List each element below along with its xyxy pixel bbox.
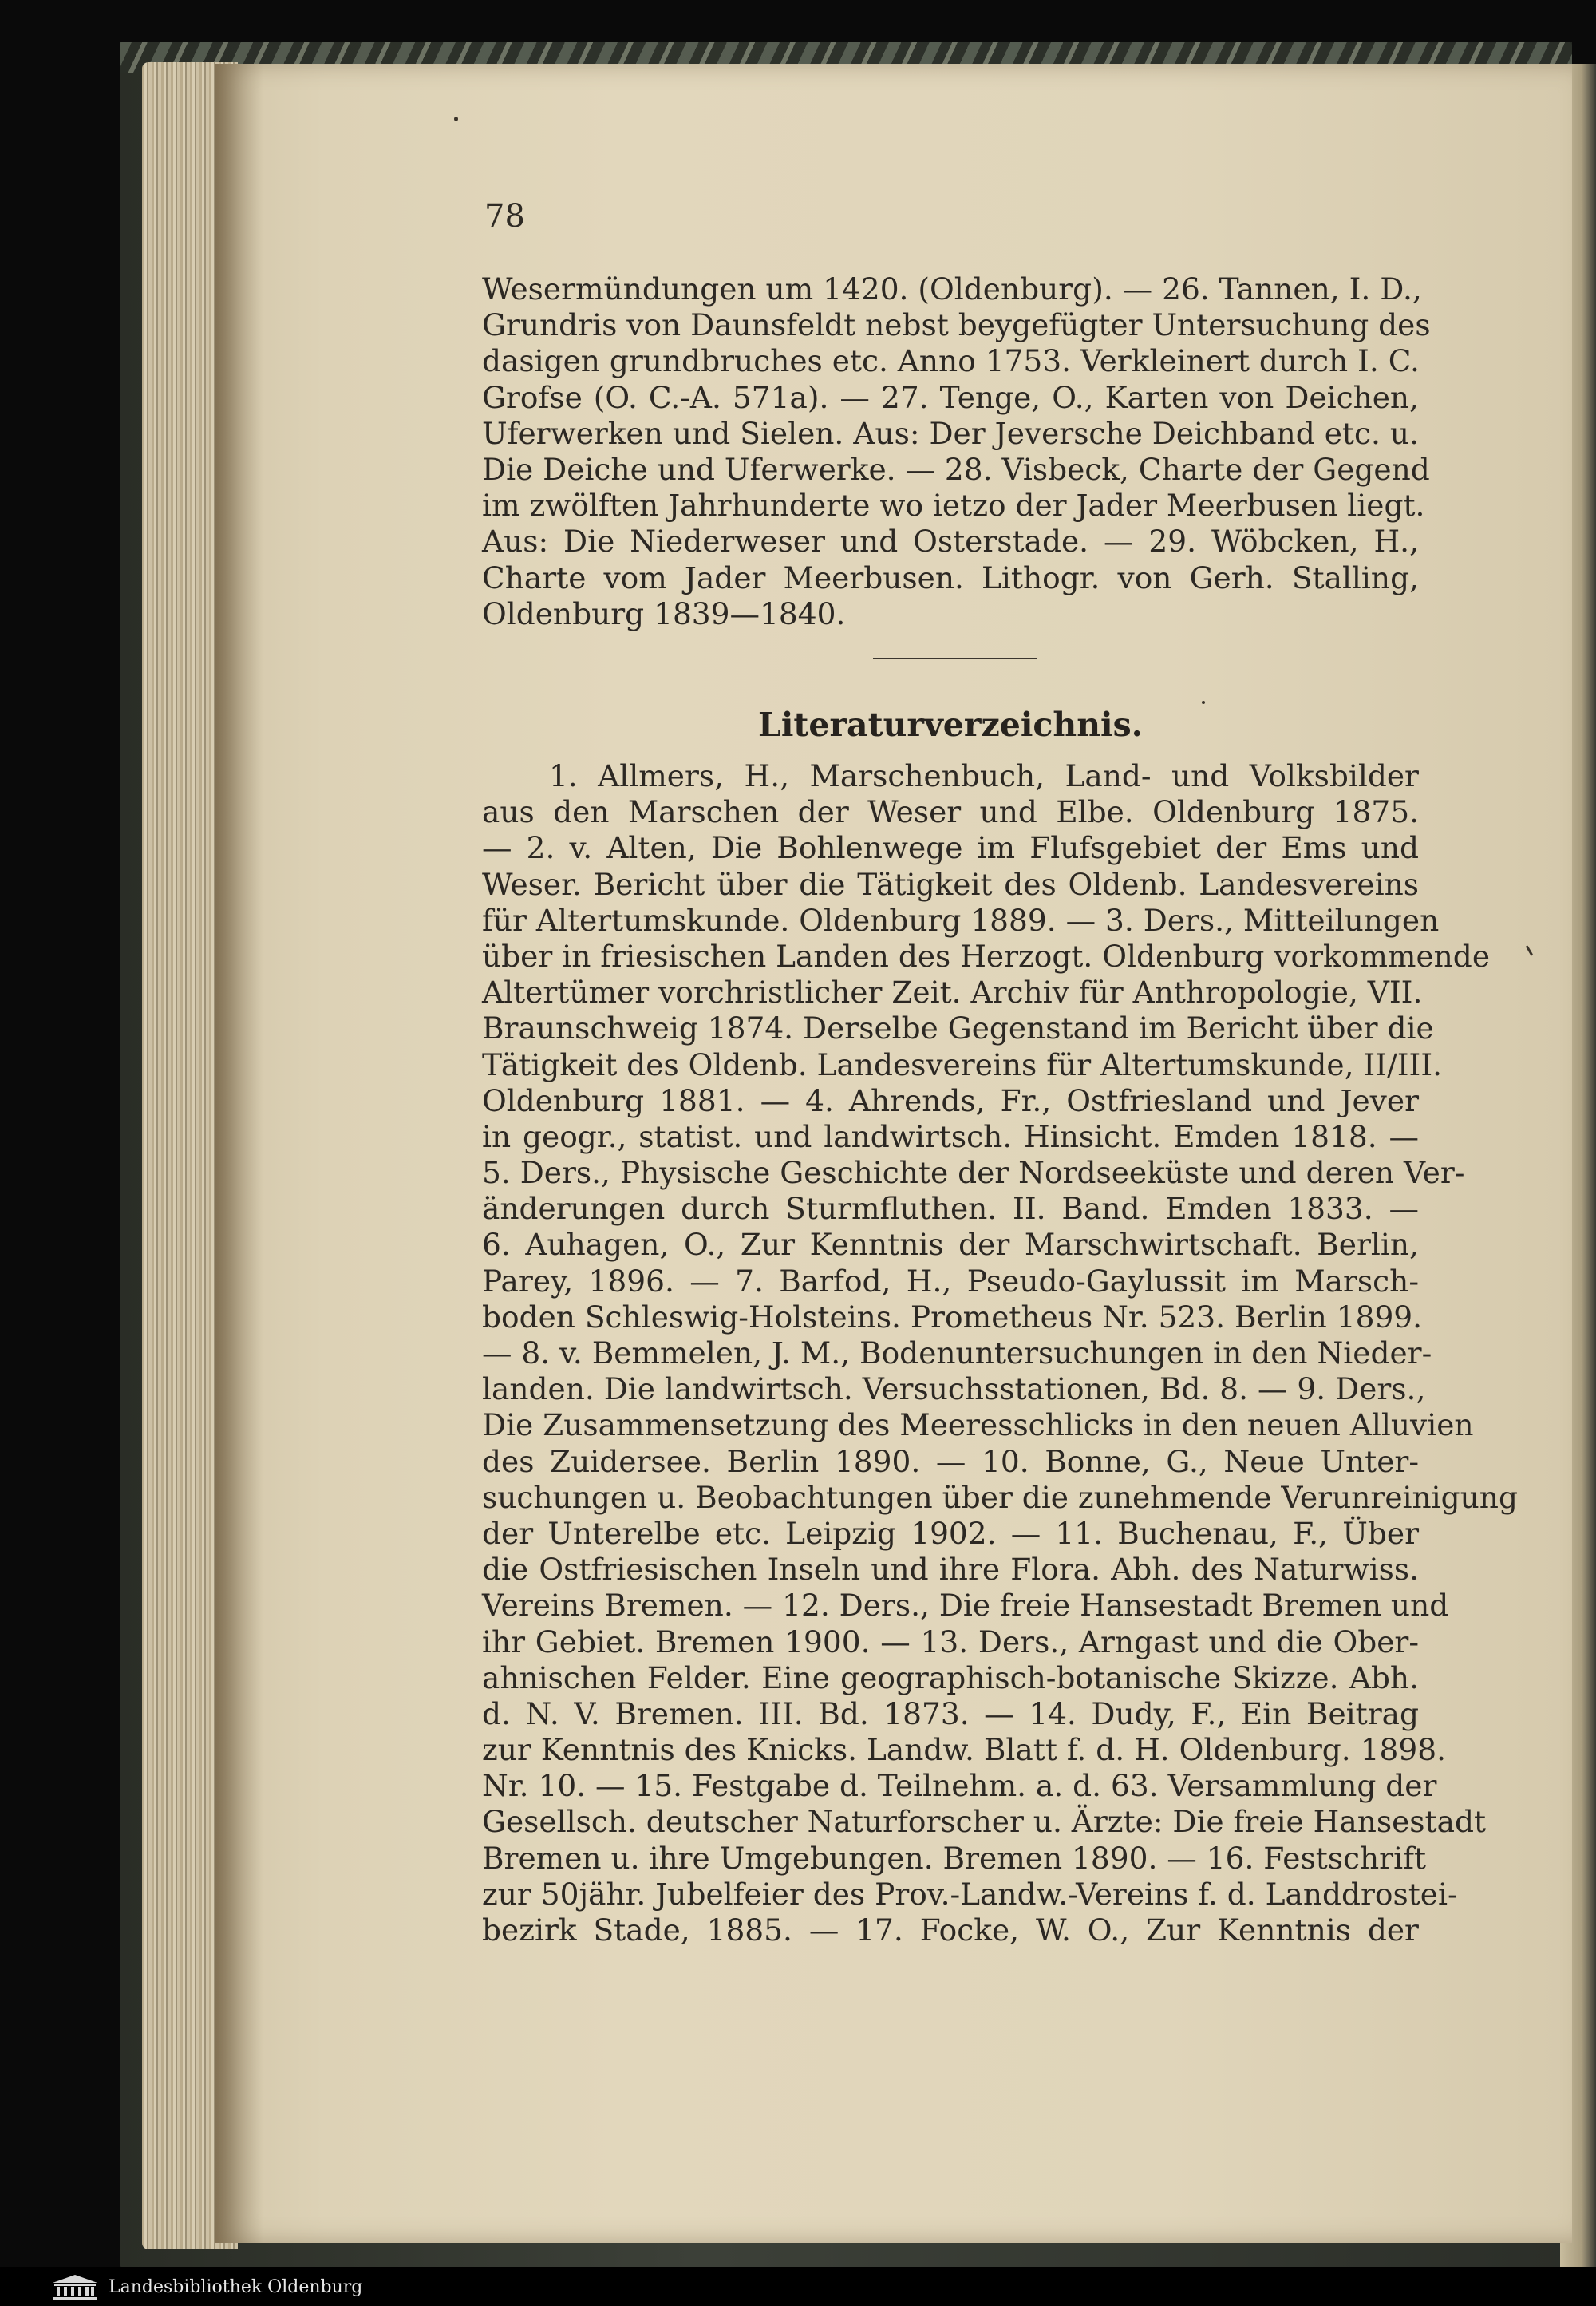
text-line: Vereins Bremen. — 12. Ders., Die freie Hansestadt Bremen und — [482, 1588, 1449, 1624]
text-line: Die Deiche und Uferwerke. — 28. Visbeck, Charte der Gegend — [482, 451, 1430, 487]
text-line: 1. Allmers, H., Marschenbuch, Land- und Volksbilder — [549, 758, 1419, 793]
text-line: Oldenburg 1881. — 4. Ahrends, Fr., Ostfriesland und Jever — [482, 1082, 1419, 1118]
text-line: Aus: Die Niederweser und Osterstade. — 29. Wöbcken, H., — [482, 524, 1419, 560]
text-line: Weser. Bericht über die Tätigkeit des Oldenb. Landesvereins — [482, 866, 1419, 902]
text-line: Grundris von Daunsfeldt nebst beygefügter Untersuchung des — [482, 307, 1431, 343]
text-line: boden Schleswig-Holsteins. Prometheus Nr. 523. Berlin 1899. — [482, 1299, 1423, 1335]
text-line: dasigen grundbruches etc. Anno 1753. Verkleinert durch I. C. — [482, 343, 1420, 379]
paper-speck — [454, 117, 458, 121]
text-line: der Unterelbe etc. Leipzig 1902. — 11. Buchenau, F., Über — [482, 1515, 1419, 1551]
text-line: Charte vom Jader Meerbusen. Lithogr. von Gerh. Stalling, — [482, 560, 1419, 595]
text-line: Gesellsch. deutscher Naturforscher u. Ärzte: Die freie Hansestadt — [482, 1804, 1487, 1840]
continuation-paragraph — [482, 271, 1431, 632]
text-line: Parey, 1896. — 7. Barfod, H., Pseudo-Gaylussit im Marsch- — [482, 1263, 1419, 1299]
library-credit: Landesbibliothek Oldenburg — [109, 2277, 363, 2297]
text-line: ahnischen Felder. Eine geographisch-botanische Skizze. Abh. — [482, 1659, 1419, 1695]
text-line: Bremen u. ihre Umgebungen. Bremen 1890. — 16. Festschrift — [482, 1840, 1427, 1876]
text-line: des Zuidersee. Berlin 1890. — 10. Bonne, G., Neue Unter- — [482, 1443, 1419, 1479]
text-line: suchungen u. Beobachtungen über die zunehmende Verunreinigung — [482, 1479, 1518, 1515]
text-line: Grofse (O. C.-A. 571a). — 27. Tenge, O., Karten von Deichen, — [482, 379, 1419, 415]
text-line: bezirk Stade, 1885. — 17. Focke, W. O., Zur Kenntnis der — [482, 1912, 1419, 1948]
text-line: aus den Marschen der Weser und Elbe. Oldenburg 1875. — [482, 794, 1419, 830]
text-line: d. N. V. Bremen. III. Bd. 1873. — 14. Dudy, F., Ein Beitrag — [482, 1695, 1419, 1731]
text-line: Nr. 10. — 15. Festgabe d. Teilnehm. a. d. 63. Versammlung der — [482, 1768, 1437, 1804]
text-line: änderungen durch Sturmfluthen. II. Band. Emden 1833. — — [482, 1191, 1419, 1227]
text-line: ihr Gebiet. Bremen 1900. — 13. Ders., Arngast und die Ober- — [482, 1624, 1419, 1659]
text-line: 6. Auhagen, O., Zur Kenntnis der Marschwirtschaft. Berlin, — [482, 1227, 1419, 1263]
text-line: in geogr., statist. und landwirtsch. Hinsicht. Emden 1818. — — [482, 1118, 1419, 1154]
text-line: zur 50jähr. Jubelfeier des Prov.-Landw.-Vereins f. d. Landdrostei- — [482, 1876, 1458, 1912]
text-line: Uferwerken und Sielen. Aus: Der Jeversche Deichband etc. u. — [482, 415, 1419, 451]
text-line: Braunschweig 1874. Derselbe Gegenstand im Bericht über die — [482, 1011, 1434, 1046]
text-line: Altertümer vorchristlicher Zeit. Archiv für Anthropologie, VII. — [482, 975, 1423, 1011]
text-line: landen. Die landwirtsch. Versuchsstationen, Bd. 8. — 9. Ders., — [482, 1371, 1426, 1407]
text-line: Die Zusammensetzung des Meeresschlicks in den neuen Alluvien — [482, 1407, 1474, 1443]
page-number: 78 — [484, 198, 525, 235]
text-line: zur Kenntnis des Knicks. Landw. Blatt f. d. H. Oldenburg. 1898. — [482, 1732, 1446, 1768]
text-line: Oldenburg 1839—1840. — [482, 595, 846, 631]
paper-speck — [1202, 701, 1205, 704]
text-line: Tätigkeit des Oldenb. Landesvereins für Altertumskunde, II/III. — [482, 1046, 1443, 1082]
text-line: — 2. v. Alten, Die Bohlenwege im Flufsgebiet der Ems und — [482, 830, 1419, 866]
text-line: über in friesischen Landen des Herzogt. Oldenburg vorkommende — [482, 938, 1491, 974]
section-divider — [873, 658, 1037, 659]
text-line: Wesermündungen um 1420. (Oldenburg). — 26. Tannen, I. D., — [482, 271, 1422, 307]
text-line: für Altertumskunde. Oldenburg 1889. — 3. Ders., Mitteilungen — [482, 902, 1440, 938]
text-line: im zwölften Jahrhunderte wo ietzo der Jader Meerbusen liegt. — [482, 488, 1425, 524]
library-building-icon — [49, 2273, 101, 2300]
literature-paragraph — [482, 758, 1518, 1948]
text-line: die Ostfriesischen Inseln und ihre Flora. Abh. des Naturwiss. — [482, 1552, 1419, 1588]
gutter-shadow — [215, 64, 263, 2243]
text-line: — 8. v. Bemmelen, J. M., Bodenuntersuchungen in den Nieder- — [482, 1335, 1432, 1371]
text-line: 5. Ders., Physische Geschichte der Nordseeküste und deren Ver- — [482, 1155, 1465, 1191]
section-heading: Literaturverzeichnis. — [758, 706, 1143, 744]
